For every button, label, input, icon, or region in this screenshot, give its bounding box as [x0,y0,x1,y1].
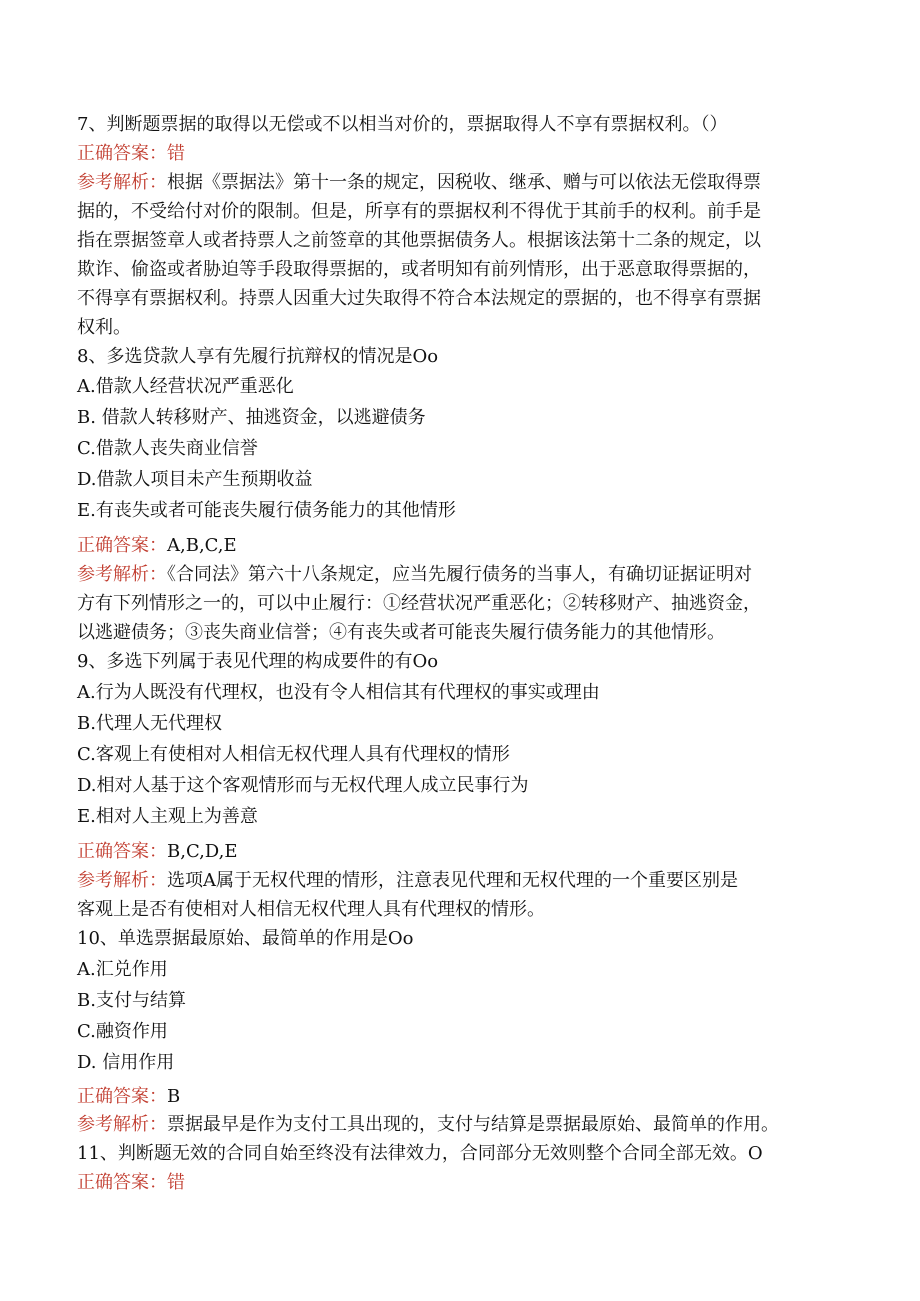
question-7-analysis-line-5: 不得享有票据权利。持票人因重大过失取得不符合本法规定的票据的，也不得享有票据 [77,288,761,309]
answer-label: 正确答案： [77,143,167,164]
question-9-option-b: B.代理人无代理权 [77,713,222,734]
question-8-option-c: C.借款人丧失商业信誉 [77,438,258,459]
question-7-analysis-line-1 [77,170,877,196]
question-7-analysis-line-4: 欺诈、偷盗或者胁迫等手段取得票据的，或者明知有前列情形，出于恶意取得票据的， [77,259,761,280]
answer-value: 错 [167,143,185,164]
question-8-analysis-line-3: 以逃避债务；③丧失商业信誉；④有丧失或者可能丧失履行债务能力的其他情形。 [77,622,725,643]
answer-value: B,C,D,E [167,841,238,862]
question-7-analysis-line-6: 权利。 [77,317,131,338]
question-11-stem: 11、判断题无效的合同自始至终没有法律效力，合同部分无效则整个合同全部无效。O [77,1143,763,1164]
question-10-option-c: C.融资作用 [77,1021,168,1042]
answer-value: A,B,C,E [167,535,237,556]
question-10-option-a: A.汇兑作用 [77,959,168,980]
question-9-option-c: C.客观上有使相对人相信无权代理人具有代理权的情形 [77,744,510,765]
question-9-answer [77,839,877,865]
question-9-analysis-line-2: 客观上是否有使相对人相信无权代理人具有代理权的情形。 [77,899,545,920]
question-8-analysis-line-2: 方有下列情形之一的，可以中止履行：①经营状况严重恶化；②转移财产、抽逃资金， [77,593,761,614]
analysis-text: 《合同法》第六十八条规定，应当先履行债务的当事人，有确切证据证明对 [167,564,752,585]
analysis-label: 参考解析： [77,172,167,193]
analysis-label: 参考解析： [77,564,167,585]
analysis-label: 参考解析： [77,870,167,891]
question-9-stem: 9、多选下列属于表见代理的构成要件的有Oo [77,651,439,672]
question-9-option-a: A.行为人既没有代理权，也没有令人相信其有代理权的事实或理由 [77,682,600,703]
answer-label: 正确答案： [77,535,167,556]
analysis-text: 选项A属于无权代理的情形，注意表见代理和无权代理的一个重要区别是 [167,870,738,891]
question-10-analysis-line-1 [77,1112,877,1138]
question-10-answer [77,1084,877,1110]
question-10-stem: 10、单选票据最原始、最简单的作用是Oo [77,928,414,949]
question-11-answer [77,1170,877,1196]
analysis-label: 参考解析： [77,1114,167,1135]
question-7-stem: 7、判断题票据的取得以无偿或不以相当对价的，票据取得人不享有票据权利。（） [77,114,728,135]
question-8-analysis-line-1 [77,562,877,588]
question-9-analysis-line-1 [77,868,877,894]
question-8-option-a: A.借款人经营状况严重恶化 [77,376,294,397]
question-9-option-d: D.相对人基于这个客观情形而与无权代理人成立民事行为 [77,775,529,796]
question-8-option-d: D.借款人项目未产生预期收益 [77,469,313,490]
answer-value: 错 [167,1172,185,1193]
answer-label: 正确答案： [77,841,167,862]
answer-value: B [167,1086,181,1107]
analysis-text: 根据《票据法》第十一条的规定，因税收、继承、赠与可以依法无偿取得票 [167,172,761,193]
question-7-answer [77,141,877,167]
analysis-text: 票据最早是作为支付工具出现的，支付与结算是票据最原始、最简单的作用。 [167,1114,779,1135]
question-10-option-d: D. 信用作用 [77,1052,175,1073]
question-9-option-e: E.相对人主观上为善意 [77,806,258,827]
answer-label: 正确答案： [77,1086,167,1107]
question-8-option-e: E.有丧失或者可能丧失履行债务能力的其他情形 [77,500,456,521]
question-8-option-b: B. 借款人转移财产、抽逃资金，以逃避债务 [77,407,426,428]
question-8-answer [77,533,877,559]
question-10-option-b: B.支付与结算 [77,990,186,1011]
question-7-analysis-line-3: 指在票据签章人或者持票人之前签章的其他票据债务人。根据该法第十二条的规定，以 [77,230,761,251]
answer-label: 正确答案： [77,1172,167,1193]
question-8-stem: 8、多选贷款人享有先履行抗辩权的情况是Oo [77,346,439,367]
question-7-analysis-line-2: 据的，不受给付对价的限制。但是，所享有的票据权利不得优于其前手的权利。前手是 [77,201,761,222]
